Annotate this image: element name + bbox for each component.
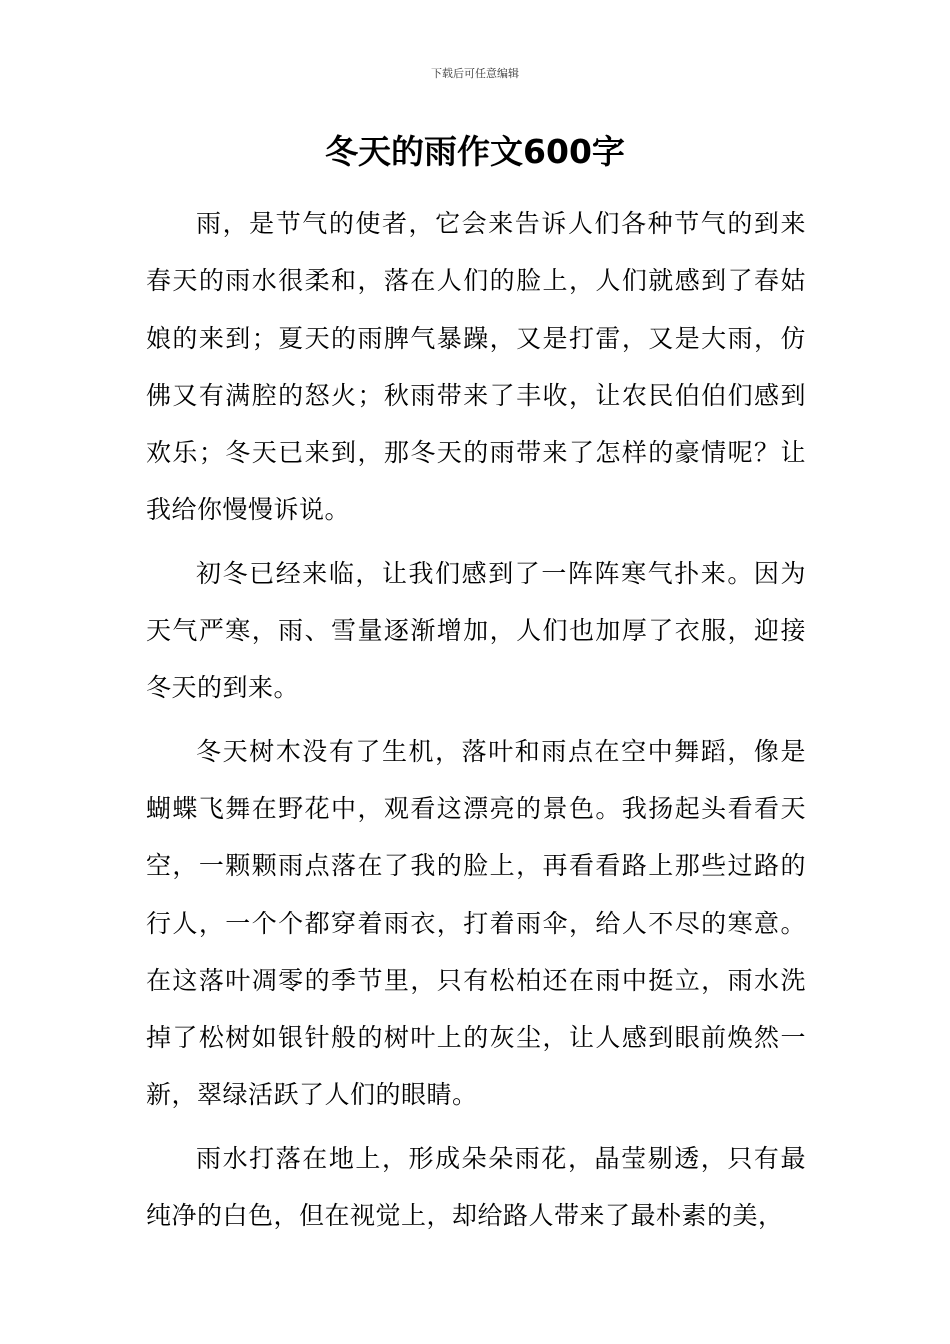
paragraph-1: 雨，是节气的使者，它会来告诉人们各种节气的到来春天的雨水很柔和，落在人们的脸上，人们就感到了春姑娘的来到；夏天的雨脾气暴躁，又是打雷，又是大雨，仿佛又有满腔的怒火；秋雨带来了丰收，让农民伯伯们感到欢乐；冬天已来到，那冬天的雨带来了怎样的豪情呢？让我给你慢慢诉说。 [146,209,806,525]
paragraph-3: 冬天树木没有了生机，落叶和雨点在空中舞蹈，像是蝴蝶飞舞在野花中，观看这漂亮的景色。我扬起头看看天空，一颗颗雨点落在了我的脸上，再看看路上那些过路的行人，一个个都穿着雨衣，打着雨伞，给人不尽的寒意。在这落叶凋零的季节里，只有松柏还在雨中挺立，雨水洗掉了松树如银针般的树叶上的灰尘，让人感到眼前焕然一新，翠绿活跃了人们的眼睛。 [146,736,806,1110]
article-body [146,195,806,1250]
paragraph-4: 雨水打落在地上，形成朵朵雨花，晶莹剔透，只有最纯净的白色，但在视觉上，却给路人带来了最朴素的美， [146,1143,806,1231]
header-note: 下载后可任意编辑 [431,67,519,80]
page-title: 冬天的雨作文600字 [325,132,625,171]
paragraph-2: 初冬已经来临，让我们感到了一阵阵寒气扑来。因为天气严寒，雨、雪量逐渐增加，人们也加厚了衣服，迎接冬天的到来。 [146,558,806,703]
